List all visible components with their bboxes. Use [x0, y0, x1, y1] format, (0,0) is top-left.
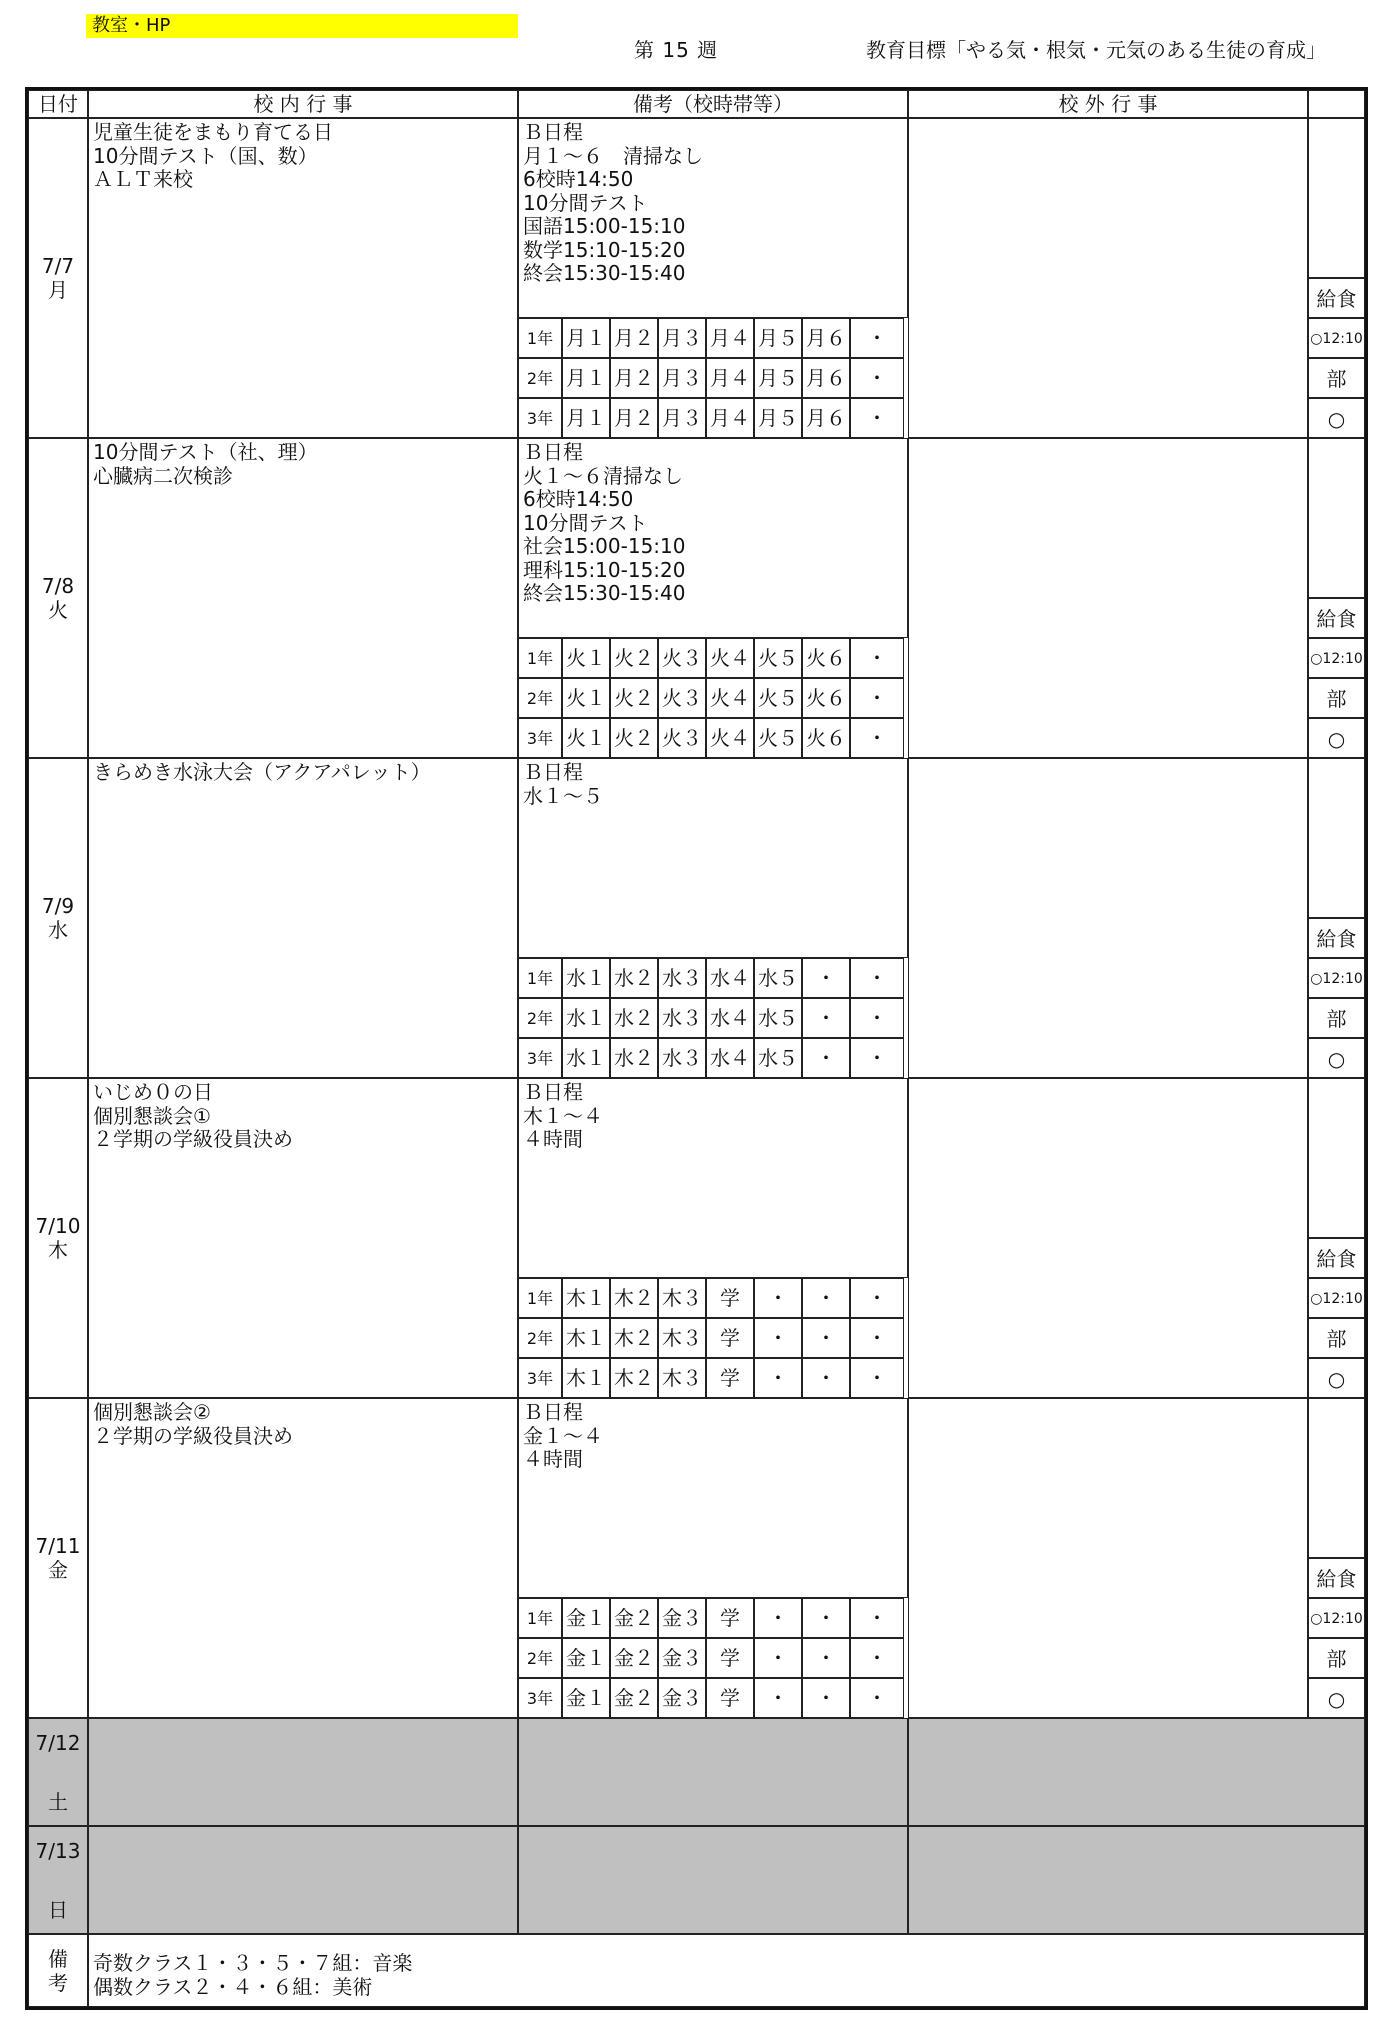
- period-slot: 月５: [754, 398, 802, 438]
- period-slot: 水３: [658, 1038, 706, 1078]
- outside-events-cell: [908, 118, 1308, 438]
- lunch-label: 給食: [1308, 598, 1365, 638]
- period-slot: 学: [706, 1678, 754, 1718]
- period-slot: ・: [850, 1598, 904, 1638]
- side-blank: [1308, 438, 1365, 598]
- period-slot: 金２: [610, 1638, 658, 1678]
- lunch-label: 給食: [1308, 918, 1365, 958]
- period-slot: ・: [802, 998, 850, 1038]
- notes-cell: Ｂ日程 水１～５: [518, 758, 908, 958]
- day-weekday: 金: [48, 1558, 68, 1582]
- period-slot: ・: [850, 1358, 904, 1398]
- period-slot: 水４: [706, 1038, 754, 1078]
- lunch-label: 給食: [1308, 278, 1365, 318]
- period-slot: 火４: [706, 678, 754, 718]
- period-slot: 水１: [562, 1038, 610, 1078]
- period-slot: 月３: [658, 398, 706, 438]
- location-tag: 教室・HP: [86, 14, 518, 38]
- period-year: 1年: [518, 638, 562, 678]
- header-school-events: 校 内 行 事: [88, 90, 518, 118]
- period-slot: 火６: [802, 638, 850, 678]
- notes-cell: Ｂ日程 火１～６清掃なし 6校時14:50 10分間テスト 社会15:00-15:10 理科15:10-15:20 終会15:30-15:40: [518, 438, 908, 638]
- period-year: 3年: [518, 718, 562, 758]
- education-goal: 教育目標「やる気・根気・元気のある生徒の育成」: [866, 38, 1326, 62]
- period-slot: 学: [706, 1598, 754, 1638]
- period-slot: 火３: [658, 718, 706, 758]
- period-slot: 水５: [754, 998, 802, 1038]
- period-year: 2年: [518, 678, 562, 718]
- outside-events-cell: [908, 1078, 1308, 1398]
- period-slot: 水４: [706, 998, 754, 1038]
- header-date: 日付: [28, 90, 88, 118]
- period-slot: 金１: [562, 1678, 610, 1718]
- period-slot: ・: [754, 1278, 802, 1318]
- period-slot: 金３: [658, 1638, 706, 1678]
- day-date: 7/9: [41, 894, 75, 918]
- period-slot: 月１: [562, 318, 610, 358]
- period-slot: 学: [706, 1358, 754, 1398]
- period-slot: 木１: [562, 1278, 610, 1318]
- period-slot: 木２: [610, 1358, 658, 1398]
- period-slot: ・: [850, 358, 904, 398]
- weekend-date-cell: [28, 1826, 88, 1934]
- day-weekday: 火: [48, 598, 68, 622]
- club-label: 部: [1308, 1318, 1365, 1358]
- period-slot: ・: [754, 1638, 802, 1678]
- lunch-time: ○12:10: [1308, 1598, 1365, 1638]
- header-blank: [1308, 90, 1365, 118]
- day-date: 7/8: [41, 574, 75, 598]
- school-events-cell: いじめ０の日 個別懇談会① ２学期の学級役員決め: [88, 1078, 518, 1398]
- period-slot: ・: [802, 1278, 850, 1318]
- period-slot: ・: [802, 1638, 850, 1678]
- period-slot: ・: [850, 1278, 904, 1318]
- period-slot: ・: [850, 1038, 904, 1078]
- period-slot: 水２: [610, 998, 658, 1038]
- period-slot: 月５: [754, 318, 802, 358]
- weekend-events-cell: [88, 1826, 518, 1934]
- period-slot: ・: [802, 1678, 850, 1718]
- day-date-cell: [28, 118, 88, 438]
- period-year: 2年: [518, 998, 562, 1038]
- remarks-label-cell: [28, 1934, 88, 2007]
- club-label: 部: [1308, 358, 1365, 398]
- period-slot: ・: [850, 998, 904, 1038]
- period-slot: 月３: [658, 358, 706, 398]
- day-date-cell: [28, 1398, 88, 1718]
- remarks-text: 奇数クラス１・３・５・７組：音楽 偶数クラス２・４・６組：美術: [88, 1934, 1365, 2007]
- remarks-label: 備: [48, 1946, 68, 1971]
- period-slot: ・: [754, 1678, 802, 1718]
- period-slot: 金１: [562, 1598, 610, 1638]
- lunch-time: ○12:10: [1308, 1278, 1365, 1318]
- period-slot: 火４: [706, 638, 754, 678]
- period-slot: ・: [850, 678, 904, 718]
- outside-events-cell: [908, 438, 1308, 758]
- week-number: 第 15 週: [634, 38, 719, 62]
- period-slot: 火３: [658, 638, 706, 678]
- period-slot: 木２: [610, 1278, 658, 1318]
- period-slot: 火１: [562, 678, 610, 718]
- period-slot: 学: [706, 1318, 754, 1358]
- side-blank: [1308, 118, 1365, 278]
- school-events-cell: 個別懇談会② ２学期の学級役員決め: [88, 1398, 518, 1718]
- period-slot: 水５: [754, 958, 802, 998]
- period-slot: 月２: [610, 398, 658, 438]
- outside-events-cell: [908, 1398, 1308, 1718]
- club-mark: ○: [1308, 398, 1365, 438]
- weekend-date: 7/12: [35, 1731, 81, 1755]
- period-slot: 月４: [706, 398, 754, 438]
- period-slot: ・: [850, 638, 904, 678]
- outside-events-cell: [908, 758, 1308, 1078]
- day-date: 7/7: [41, 254, 75, 278]
- lunch-label: 給食: [1308, 1558, 1365, 1598]
- period-slot: 火６: [802, 678, 850, 718]
- header-outside-events: 校 外 行 事: [908, 90, 1308, 118]
- period-slot: 火１: [562, 718, 610, 758]
- period-year: 2年: [518, 358, 562, 398]
- day-weekday: 水: [48, 918, 68, 942]
- period-slot: 火５: [754, 678, 802, 718]
- weekend-date-cell: [28, 1718, 88, 1826]
- period-year: 1年: [518, 958, 562, 998]
- period-year: 3年: [518, 398, 562, 438]
- weekend-outside-cell: [908, 1718, 1365, 1826]
- weekend-notes-cell: [518, 1718, 908, 1826]
- period-slot: 水５: [754, 1038, 802, 1078]
- period-slot: 水２: [610, 1038, 658, 1078]
- period-slot: ・: [850, 958, 904, 998]
- period-slot: ・: [802, 958, 850, 998]
- period-slot: 金２: [610, 1678, 658, 1718]
- lunch-label: 給食: [1308, 1238, 1365, 1278]
- period-year: 1年: [518, 1598, 562, 1638]
- lunch-time: ○12:10: [1308, 638, 1365, 678]
- period-slot: 月２: [610, 318, 658, 358]
- schedule-table: [25, 87, 1368, 2010]
- period-year: 2年: [518, 1638, 562, 1678]
- period-slot: 火５: [754, 718, 802, 758]
- period-year: 3年: [518, 1358, 562, 1398]
- weekend-outside-cell: [908, 1826, 1365, 1934]
- day-date: 7/10: [35, 1214, 81, 1238]
- day-date: 7/11: [35, 1534, 81, 1558]
- period-slot: 月６: [802, 398, 850, 438]
- period-slot: ・: [754, 1598, 802, 1638]
- period-slot: 月４: [706, 358, 754, 398]
- club-mark: ○: [1308, 1358, 1365, 1398]
- period-slot: 月６: [802, 358, 850, 398]
- period-slot: 木２: [610, 1318, 658, 1358]
- school-events-cell: きらめき水泳大会（アクアパレット）: [88, 758, 518, 1078]
- period-slot: 金１: [562, 1638, 610, 1678]
- period-slot: ・: [754, 1318, 802, 1358]
- period-slot: 水４: [706, 958, 754, 998]
- period-slot: ・: [850, 718, 904, 758]
- side-blank: [1308, 1078, 1365, 1238]
- period-slot: ・: [802, 1318, 850, 1358]
- period-slot: 学: [706, 1278, 754, 1318]
- school-events-cell: 10分間テスト（社、理） 心臓病二次検診: [88, 438, 518, 758]
- school-events-cell: 児童生徒をまもり育てる日 10分間テスト（国、数） ＡＬＴ来校: [88, 118, 518, 438]
- weekend-weekday: 日: [48, 1898, 68, 1922]
- notes-cell: Ｂ日程 金１～４ ４時間: [518, 1398, 908, 1598]
- period-slot: ・: [850, 1638, 904, 1678]
- notes-cell: Ｂ日程 木１～４ ４時間: [518, 1078, 908, 1278]
- period-slot: 月４: [706, 318, 754, 358]
- day-date-cell: [28, 758, 88, 1078]
- period-slot: 水１: [562, 958, 610, 998]
- club-label: 部: [1308, 1638, 1365, 1678]
- period-slot: 月５: [754, 358, 802, 398]
- period-slot: ・: [802, 1038, 850, 1078]
- period-slot: 火５: [754, 638, 802, 678]
- period-slot: 火２: [610, 718, 658, 758]
- period-year: 2年: [518, 1318, 562, 1358]
- period-slot: ・: [802, 1358, 850, 1398]
- period-slot: 火２: [610, 678, 658, 718]
- period-slot: ・: [850, 1318, 904, 1358]
- lunch-time: ○12:10: [1308, 318, 1365, 358]
- period-slot: 月６: [802, 318, 850, 358]
- weekend-weekday: 土: [48, 1790, 68, 1814]
- period-slot: 木１: [562, 1318, 610, 1358]
- day-date-cell: [28, 1078, 88, 1398]
- weekend-notes-cell: [518, 1826, 908, 1934]
- period-slot: ・: [754, 1358, 802, 1398]
- period-slot: 学: [706, 1638, 754, 1678]
- period-slot: 金３: [658, 1678, 706, 1718]
- period-slot: 水１: [562, 998, 610, 1038]
- weekend-date: 7/13: [35, 1839, 81, 1863]
- notes-cell: Ｂ日程 月１～６ 清掃なし 6校時14:50 10分間テスト 国語15:00-15:10 数学15:10-15:20 終会15:30-15:40: [518, 118, 908, 318]
- club-mark: ○: [1308, 718, 1365, 758]
- period-slot: 月３: [658, 318, 706, 358]
- period-slot: 火２: [610, 638, 658, 678]
- period-slot: 木３: [658, 1318, 706, 1358]
- period-slot: ・: [850, 1678, 904, 1718]
- lunch-time: ○12:10: [1308, 958, 1365, 998]
- remarks-label: 考: [48, 1970, 68, 1995]
- period-slot: 水３: [658, 958, 706, 998]
- club-mark: ○: [1308, 1678, 1365, 1718]
- period-slot: 木３: [658, 1278, 706, 1318]
- period-slot: ・: [850, 318, 904, 358]
- period-slot: 月１: [562, 398, 610, 438]
- club-mark: ○: [1308, 1038, 1365, 1078]
- period-slot: 火４: [706, 718, 754, 758]
- period-slot: ・: [802, 1598, 850, 1638]
- day-weekday: 木: [48, 1238, 68, 1262]
- period-slot: 水３: [658, 998, 706, 1038]
- header-notes: 備考（校時帯等）: [518, 90, 908, 118]
- day-weekday: 月: [48, 278, 68, 302]
- day-date-cell: [28, 438, 88, 758]
- period-slot: 月１: [562, 358, 610, 398]
- period-slot: 火３: [658, 678, 706, 718]
- period-year: 3年: [518, 1038, 562, 1078]
- period-year: 1年: [518, 318, 562, 358]
- period-slot: 月２: [610, 358, 658, 398]
- side-blank: [1308, 758, 1365, 918]
- period-slot: 木３: [658, 1358, 706, 1398]
- period-slot: 木１: [562, 1358, 610, 1398]
- period-slot: 金３: [658, 1598, 706, 1638]
- weekend-events-cell: [88, 1718, 518, 1826]
- period-slot: 水２: [610, 958, 658, 998]
- side-blank: [1308, 1398, 1365, 1558]
- period-year: 3年: [518, 1678, 562, 1718]
- club-label: 部: [1308, 678, 1365, 718]
- period-slot: 火１: [562, 638, 610, 678]
- period-slot: 火６: [802, 718, 850, 758]
- period-slot: 金２: [610, 1598, 658, 1638]
- club-label: 部: [1308, 998, 1365, 1038]
- period-slot: ・: [850, 398, 904, 438]
- period-year: 1年: [518, 1278, 562, 1318]
